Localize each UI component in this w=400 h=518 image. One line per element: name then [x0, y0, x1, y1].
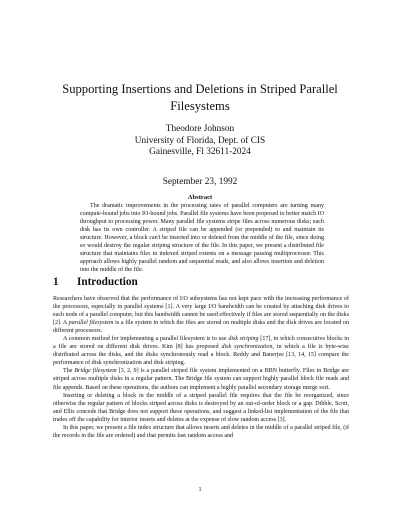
author-affiliation: University of Florida, Dept. of CIS [134, 135, 266, 146]
body-paragraph [53, 424, 349, 440]
paragraph-text: is a file system in which the files are stored on multiple disks and the disk drives are located on different processors. [53, 320, 349, 335]
section-heading [53, 276, 138, 288]
paper-date: September 23, 1992 [162, 177, 238, 187]
emphasized-term: parallel filesystem [68, 320, 114, 327]
author-name: Theodore Johnson [165, 124, 235, 134]
page-number: 1 [198, 486, 202, 493]
paper-title: Supporting Insertions and Deletions in Striped Parallel Filesystems [62, 82, 338, 113]
author-block [40, 124, 360, 159]
section-number: 1 [53, 276, 59, 288]
emphasized-term: disk striping [228, 336, 259, 343]
emphasized-term: Bridge filesystem [74, 368, 117, 375]
paragraph-text: Researchers have observed that the performance of I/O subsystems has not kept pace with the increasing performance of the processors, especially in parallel systems [1]. A very large I/O bandwidth can be created by attaching disk drives to each node of a parallel computer, but this bandwidth cannot be used effectively if files are stored sequentially on the disks [2]. A [53, 296, 349, 327]
paragraph-text: The [63, 368, 75, 375]
body-paragraph [53, 367, 349, 391]
section-title: Introduction [77, 276, 138, 288]
body-paragraph [53, 335, 349, 367]
paragraph-text: Inserting or deleting a block in the middle of a striped parallel file requires that the file be reorganized, since otherwise the regular pattern of blocks striped across disks is destroyed by an out-of-order block or a gap. Dibble, Scott, and Ellis concede that Bridge does not support these operations, and suggest a linked-list implementation of the file that trades off the capability for interior inserts and deletes at the expense of slow random access [3]. [53, 392, 349, 423]
abstract-text: The dramatic improvements in the processing rates of parallel computers are turning many compute-bound jobs into IO-bound jobs. Parallel file systems have been proposed to better match IO throughput to processing power. Many parallel file systems stripe files across numerous disks; each disk has its own controller. A striped file can be appended (or prepended) to and maintain its structure. However, a block can't be inserted into or deleted from the middle of the file, since doing so would destroy the regular striping structure of the file. In this paper, we present a distributed file structure that maintains files in indexed striped extents on a message passing multiprocessor. This approach allows highly parallel random and sequential reads, and also allows insertion and deletion into the middle of the file. [80, 203, 325, 274]
abstract-heading: Abstract [187, 194, 213, 201]
emphasized-term: disk synchronization [221, 344, 273, 351]
paragraph-text: A common method for implementing a parallel filesystem is to use [63, 336, 229, 343]
paragraph-text: [17], in which consecutive blocks in a file are stored on different disk drives. Kim [8] has proposed [53, 336, 349, 351]
author-address: Gainesville, Fl 32611-2024 [149, 147, 251, 157]
body-paragraph [53, 295, 349, 335]
introduction-body [53, 295, 349, 440]
paragraph-text: , in which a file is byte-wise distributed across the disks, and the disks synchronously read a block. Reddy and Banerjee [13, 14, 15] compare the performance of disk synchronization and disk striping. [53, 344, 349, 367]
paragraph-text: In this paper, we present a file index structure that allows inserts and deletes in the middle of a parallel striped file, (if the records in the file are ordered) and that permits fast random access and [53, 424, 349, 439]
body-paragraph [53, 392, 349, 424]
paragraph-text: [3, 2, 9] is a parallel striped file system implemented on a BBN butterfly. Files in Bridge are striped across multiple disks in a regular pattern. The Bridge file system can support highly parallel block file reads and file appends. Based on these operations, the authors can implement a highly parallel secondary storage merge sort. [53, 368, 349, 391]
